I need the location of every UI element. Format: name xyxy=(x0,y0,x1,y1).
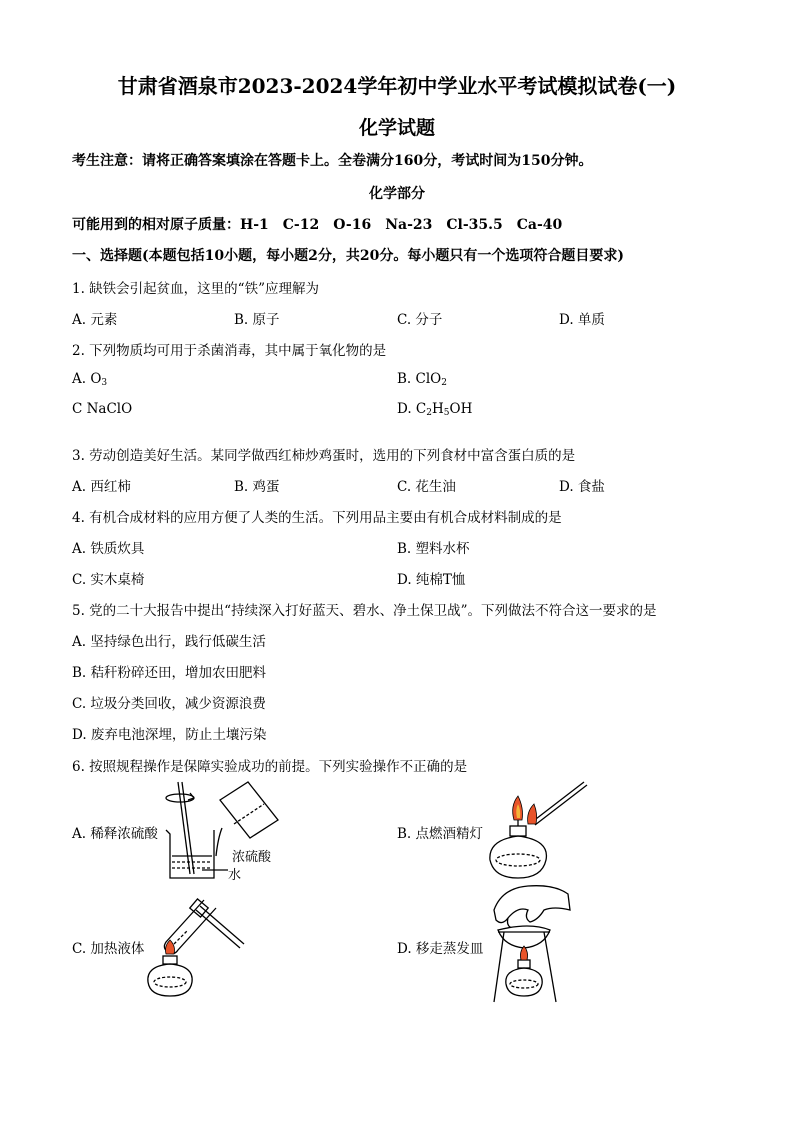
q4-option-c[interactable]: C. 实木桌椅 xyxy=(72,572,145,588)
q2-b-text: B. ClO xyxy=(397,371,442,387)
q4-option-b[interactable]: B. 塑料水杯 xyxy=(397,541,470,557)
q2-a-sub: 3 xyxy=(101,378,108,388)
exam-notice: 考生注意：请将正确答案填涂在答题卡上。全卷满分160分，考试时间为150分钟。 xyxy=(72,153,593,169)
q1-option-a[interactable]: A. 元素 xyxy=(72,312,118,328)
q1-option-b[interactable]: B. 原子 xyxy=(234,312,280,328)
q3-option-a[interactable]: A. 西红柿 xyxy=(72,479,131,495)
q4-option-d[interactable]: D. 纯棉T恤 xyxy=(397,572,466,588)
page-title: 甘肃省酒泉市2023-2024学年初中学业水平考试模拟试卷(一) xyxy=(117,74,677,98)
q1-option-c[interactable]: C. 分子 xyxy=(397,312,443,328)
q5-option-c[interactable]: C. 垃圾分类回收，减少资源浪费 xyxy=(72,696,266,712)
q3-option-d[interactable]: D. 食盐 xyxy=(559,479,605,495)
q6-option-d[interactable]: D. 移走蒸发皿 xyxy=(397,941,484,957)
q2-option-b[interactable] xyxy=(397,371,447,388)
question-3-stem: 3. 劳动创造美好生活。某同学做西红柿炒鸡蛋时，选用的下列食材中富含蛋白质的是 xyxy=(72,448,576,464)
q2-d-text2: H xyxy=(432,401,444,417)
heating-liquid-figure xyxy=(144,890,254,1002)
q1-option-d[interactable]: D. 单质 xyxy=(559,312,605,328)
water-label: 水 xyxy=(228,868,242,883)
section-heading: 化学部分 xyxy=(369,186,425,202)
question-5-stem: 5. 党的二十大报告中提出“持续深入打好蓝天、碧水、净土保卫战”。下列做法不符合这一要求的是 xyxy=(72,603,657,619)
lamp-lighting-figure xyxy=(480,780,600,885)
q6-option-b[interactable]: B. 点燃酒精灯 xyxy=(397,826,484,842)
question-6-stem: 6. 按照规程操作是保障实验成功的前提。下列实验操作不正确的是 xyxy=(72,759,468,775)
q2-option-c[interactable]: C NaClO xyxy=(72,401,133,417)
q6-option-c[interactable]: C. 加热液体 xyxy=(72,941,145,957)
q2-d-text3: OH xyxy=(449,401,473,417)
atomic-masses: 可能用到的相对原子质量：H-1 C-12 O-16 Na-23 Cl-35.5 Ca-40 xyxy=(72,217,563,233)
q2-option-a[interactable] xyxy=(72,371,107,388)
q2-d-sub2: 5 xyxy=(443,408,450,418)
q5-option-b[interactable]: B. 秸秆粉碎还田，增加农田肥料 xyxy=(72,665,267,681)
page-subtitle: 化学试题 xyxy=(358,117,435,139)
q2-d-text1: D. C xyxy=(397,401,427,417)
question-2-stem: 2. 下列物质均可用于杀菌消毒，其中属于氧化物的是 xyxy=(72,343,387,359)
q2-a-text: A. O xyxy=(72,371,102,387)
question-1-stem: 1. 缺铁会引起贫血，这里的“铁”应理解为 xyxy=(72,281,319,297)
q5-option-d[interactable]: D. 废弃电池深埋，防止土壤污染 xyxy=(72,727,267,743)
q3-option-b[interactable]: B. 鸡蛋 xyxy=(234,479,280,495)
evaporating-dish-figure xyxy=(484,880,574,1005)
part1-heading: 一、选择题(本题包括10小题，每小题2分，共20分。每小题只有一个选项符合题目要求) xyxy=(72,248,624,264)
q5-option-a[interactable]: A. 坚持绿色出行，践行低碳生活 xyxy=(72,634,266,650)
q2-b-sub: 2 xyxy=(441,378,447,388)
q2-option-d[interactable] xyxy=(397,401,472,418)
q6-option-a[interactable]: A. 稀释浓硫酸 xyxy=(72,826,158,842)
acid-label: 浓硫酸 xyxy=(232,850,272,865)
q2-d-sub1: 2 xyxy=(426,408,432,418)
q3-option-c[interactable]: C. 花生油 xyxy=(397,479,456,495)
question-4-stem: 4. 有机合成材料的应用方便了人类的生活。下列用品主要由有机合成材料制成的是 xyxy=(72,510,562,526)
q4-option-a[interactable]: A. 铁质炊具 xyxy=(72,541,145,557)
